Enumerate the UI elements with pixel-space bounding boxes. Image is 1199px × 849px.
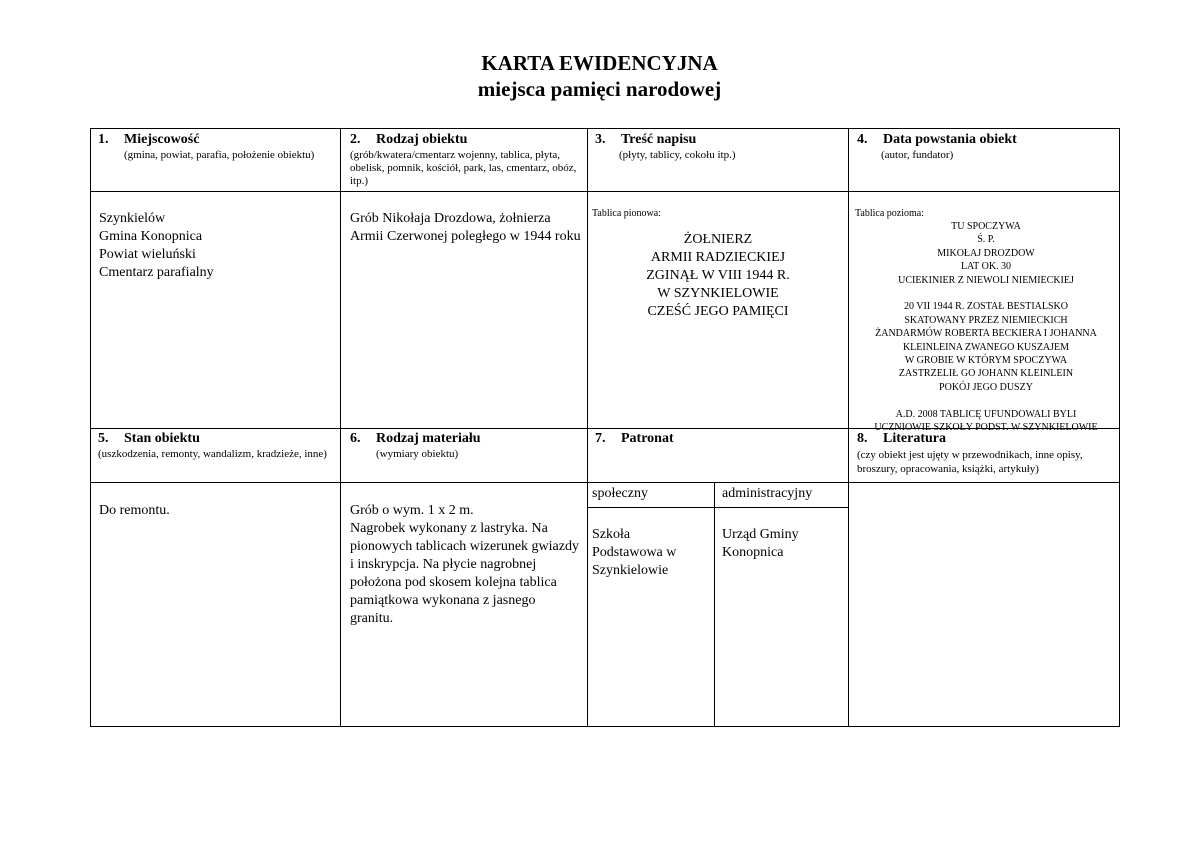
inscription-label: Tablica pionowa: <box>592 208 661 219</box>
header-inscription <box>595 131 843 162</box>
header-creation-date-title: 4. Data powstania obiekt <box>857 132 1017 147</box>
title-line-2: miejsca pamięci narodowej <box>477 77 722 101</box>
header-patronage <box>595 430 843 447</box>
header-material <box>350 430 582 461</box>
record-table <box>90 128 1120 727</box>
column-separator-1 <box>340 128 341 727</box>
patron-social-value: Szkoła Podstawowa w Szynkielowie <box>592 527 677 578</box>
table-border-bottom <box>90 726 1120 727</box>
header-location-subtitle: (gmina, powiat, parafia, położenie obiektu) <box>124 149 315 161</box>
patron-column-separator <box>714 482 715 727</box>
date-label: Tablica pozioma: <box>855 208 924 219</box>
patron-admin-label: administracyjny <box>722 486 813 501</box>
header-condition-title: 5. Stan obiektu <box>98 431 200 446</box>
header-object-type-title: 2. Rodzaj obiektu <box>350 132 468 147</box>
table-border-left <box>90 128 91 727</box>
header-condition-subtitle: (uszkodzenia, remonty, wandalizm, kradzieże, inne) <box>98 448 327 460</box>
patron-admin-value: Urząd Gminy Konopnica <box>722 527 799 560</box>
header-literature-title: 8. Literatura <box>857 431 946 446</box>
material-value: Grób o wym. 1 x 2 m. Nagrobek wykonany z lastryka. Na pionowych tablicach wizerunek gwiazdy i inskrypcja. Na płycie nagrobnej położona pod skosem kolejna tablica pamiątkowa wykonana z jasnego granitu. <box>350 503 579 626</box>
header-condition <box>98 430 334 461</box>
header-inscription-title: 3. Treść napisu <box>595 132 697 147</box>
column-separator-3 <box>848 128 849 727</box>
object-type-value: Grób Nikołaja Drozdowa, żołnierza Armii Czerwonej poległego w 1944 roku <box>350 211 581 244</box>
date-cell <box>855 207 1117 435</box>
inscription-text: ŻOŁNIERZ ARMII RADZIECKIEJ ZGINĄŁ W VIII 1944 R. W SZYNKIELOWIE CZEŚĆ JEGO PAMIĘCI <box>646 232 790 319</box>
header-creation-date-subtitle: (autor, fundator) <box>881 149 954 161</box>
header-row-1-separator <box>90 191 1120 192</box>
inscription-cell <box>592 207 844 321</box>
table-border-right <box>1119 128 1120 727</box>
document-title <box>0 50 1199 102</box>
header-row-2-separator <box>90 482 1120 483</box>
date-inscription-text: TU SPOCZYWA Ś. P. MIKOŁAJ DROZDOW LAT OK. 30 UCIEKINIER Z NIEWOLI NIEMIECKIEJ 20 VII 1944 R. ZOSTAŁ BESTIALSKO SKATOWANY PRZEZ NIEMIECKICH ŻANDARMÓW ROBERTA BECKIERA I JOHANNA KLEINLEINA ZWANEGO KUSZAJEM W GROBIE W KTÓRYM SPOCZYWA ZASTRZELIŁ GO JOHANN KLEINLEIN POKÓJ JEGO DUSZY A.D. 2008 TABLICĘ UFUNDOWALI BYLI UCZNIOWIE SZKOŁY PODST. W SZYNKIELOWIE <box>874 221 1098 434</box>
header-location <box>98 131 334 162</box>
header-literature <box>857 430 1115 476</box>
header-material-subtitle: (wymiary obiektu) <box>376 448 459 460</box>
header-object-type-subtitle: (grób/kwatera/cmentarz wojenny, tablica, płyta, obelisk, pomnik, kościół, park, las, cmentarz, obóz, itp.) <box>350 149 577 187</box>
header-location-title: 1. Miejscowość <box>98 132 200 147</box>
table-border-top <box>90 128 1120 129</box>
column-separator-2 <box>587 128 588 727</box>
header-patronage-title: 7. Patronat <box>595 431 674 446</box>
patron-subheader-separator <box>587 507 848 508</box>
header-material-title: 6. Rodzaj materiału <box>350 431 481 446</box>
header-literature-subtitle: (czy obiekt jest ujęty w przewodnikach, inne opisy, broszury, opracowania, książki, artykuły) <box>857 449 1083 475</box>
title-line-1: KARTA EWIDENCYJNA <box>481 51 718 75</box>
condition-value: Do remontu. <box>99 503 170 518</box>
header-object-type <box>350 131 582 188</box>
location-value: Szynkielów Gmina Konopnica Powiat wieluński Cmentarz parafialny <box>99 211 214 280</box>
header-creation-date <box>857 131 1115 162</box>
header-inscription-subtitle: (płyty, tablicy, cokołu itp.) <box>619 149 736 161</box>
patron-social-label: społeczny <box>592 486 648 501</box>
